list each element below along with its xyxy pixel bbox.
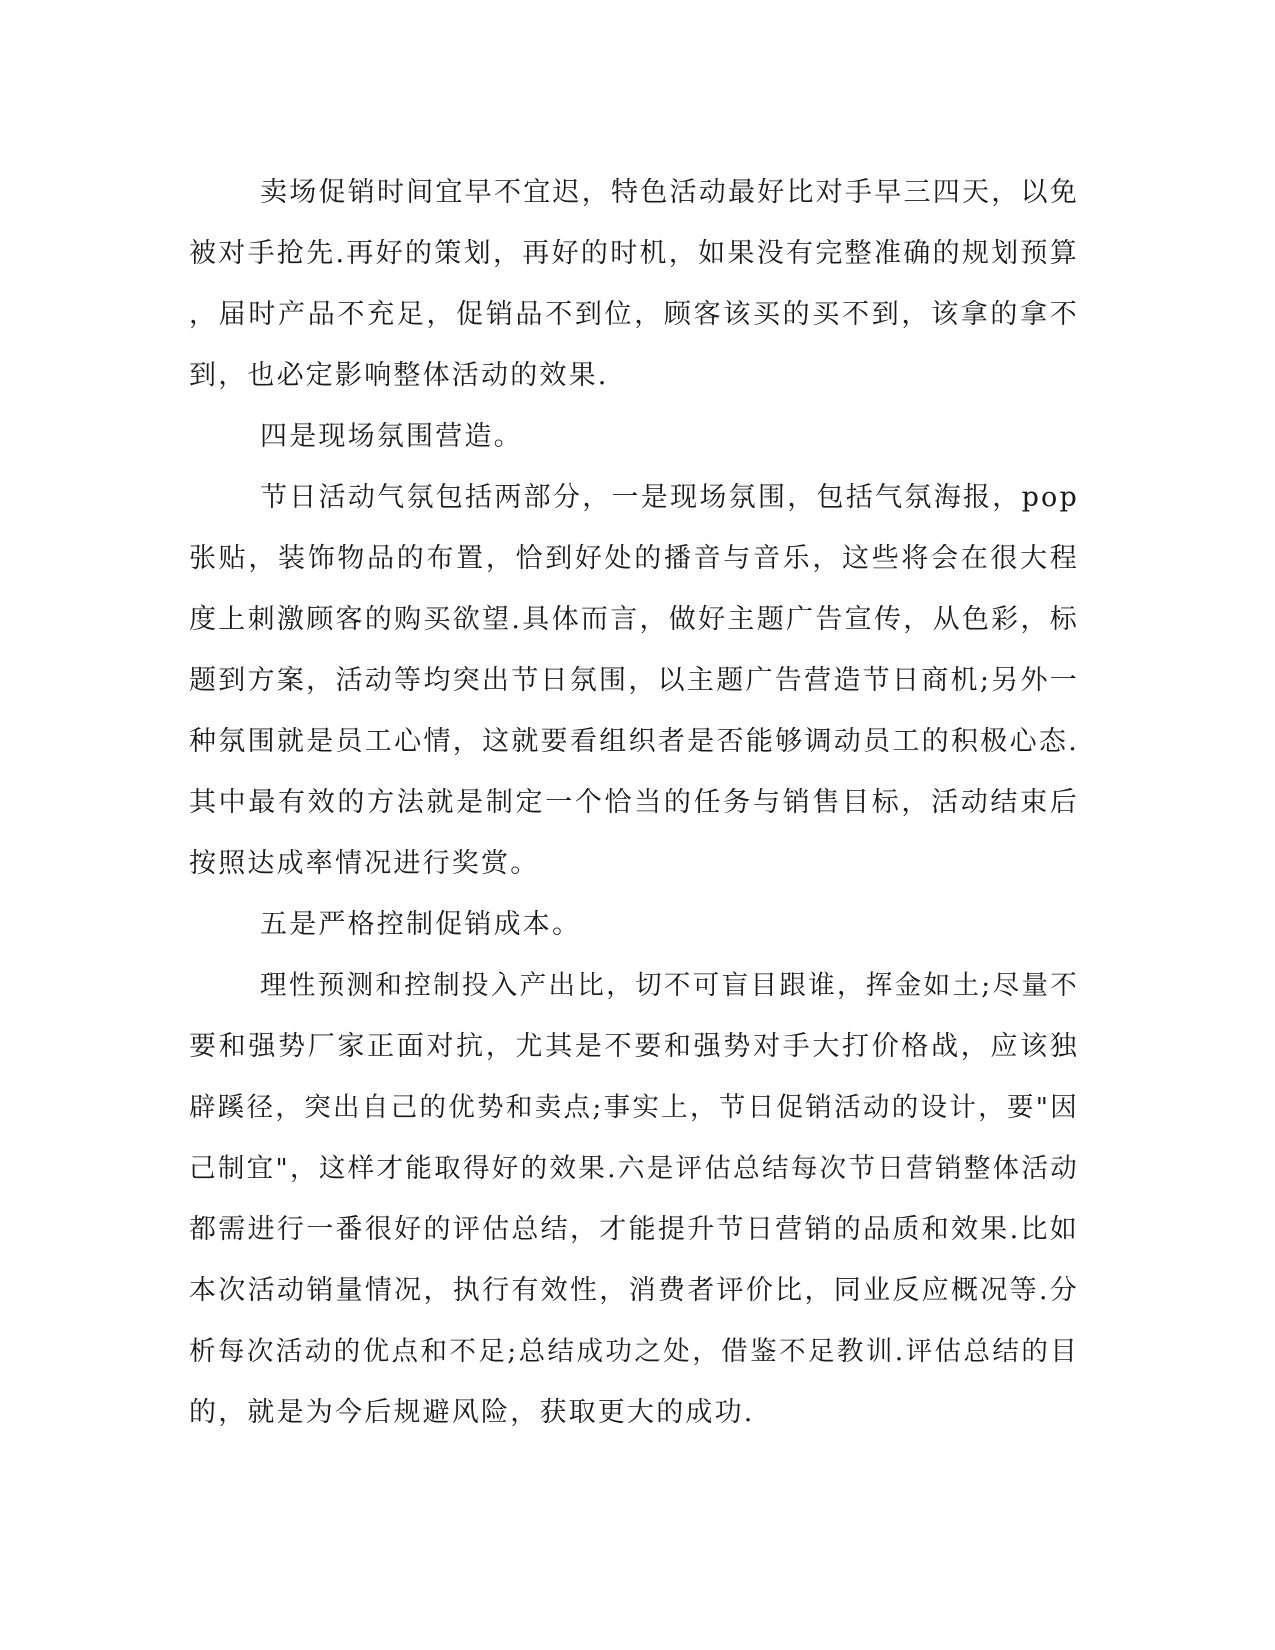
text-line: ，届时产品不充足，促销品不到位，顾客该买的买不到，该拿的拿不 [189, 299, 1079, 330]
text-line: 要和强势厂家正面对抗，尤其是不要和强势对手大打价格战，应该独 [189, 1031, 1079, 1062]
text-line: 的，就是为今后规避风险，获取更大的成功. [189, 1397, 755, 1428]
paragraph [189, 467, 1079, 894]
section-heading [189, 406, 1079, 467]
text-line: 卖场促销时间宜早不宜迟，特色活动最好比对手早三四天，以免 [260, 177, 1079, 208]
document-page [189, 162, 1079, 1443]
text-line: 种氛围就是员工心情，这就要看组织者是否能够调动员工的积极心态. [189, 726, 1079, 757]
text-line: 度上刺激顾客的购买欲望.具体而言，做好主题广告宣传，从色彩，标 [189, 604, 1079, 635]
text-line: 己制宜"，这样才能取得好的效果.六是评估总结每次节日营销整体活动 [189, 1153, 1079, 1184]
paragraph [189, 162, 1079, 406]
section-heading [189, 894, 1079, 955]
text-line: 理性预测和控制投入产出比，切不可盲目跟谁，挥金如土;尽量不 [260, 970, 1079, 1001]
text-line: 都需进行一番很好的评估总结，才能提升节日营销的品质和效果.比如 [189, 1214, 1079, 1245]
text-line: 被对手抢先.再好的策划，再好的时机，如果没有完整准确的规划预算 [189, 238, 1079, 269]
text-line: 其中最有效的方法就是制定一个恰当的任务与销售目标，活动结束后 [189, 787, 1079, 818]
text-line: 节日活动气氛包括两部分，一是现场氛围，包括气氛海报，pop [260, 482, 1079, 513]
text-line: 本次活动销量情况，执行有效性，消费者评价比，同业反应概况等.分 [189, 1275, 1079, 1306]
text-line: 五是严格控制促销成本。 [260, 909, 582, 940]
text-line: 按照达成率情况进行奖赏。 [189, 848, 540, 879]
text-line: 四是现场氛围营造。 [260, 421, 523, 452]
text-line: 辟蹊径，突出自己的优势和卖点;事实上，节日促销活动的设计，要"因 [189, 1092, 1079, 1123]
text-line: 析每次活动的优点和不足;总结成功之处，借鉴不足教训.评估总结的目 [189, 1336, 1079, 1367]
text-line: 张贴，装饰物品的布置，恰到好处的播音与音乐，这些将会在很大程 [189, 543, 1079, 574]
text-line: 到，也必定影响整体活动的效果. [189, 360, 609, 391]
text-line: 题到方案，活动等均突出节日氛围，以主题广告营造节日商机;另外一 [189, 665, 1079, 696]
paragraph [189, 955, 1079, 1443]
